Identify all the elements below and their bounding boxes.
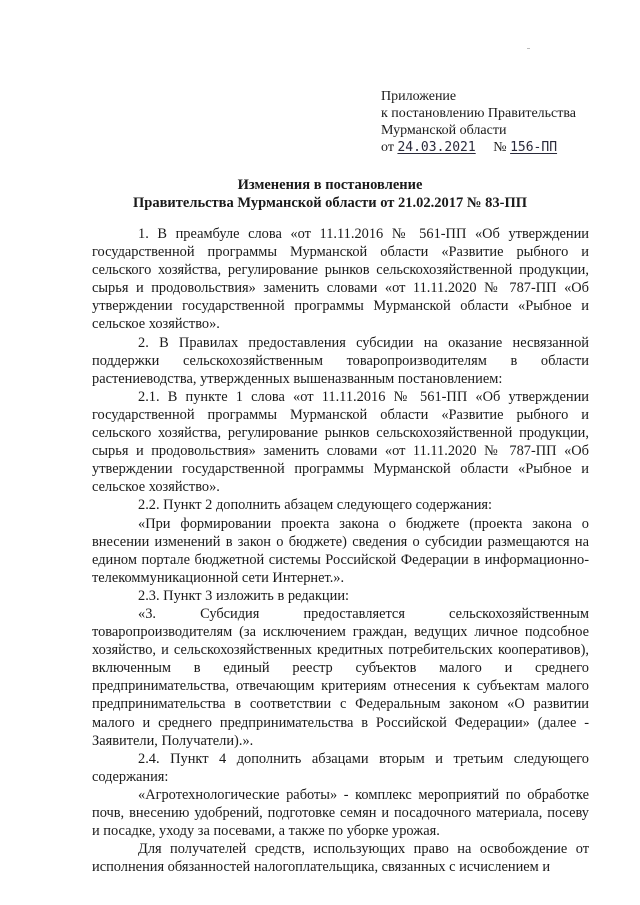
title-line-1: Изменения в постановление bbox=[237, 177, 423, 193]
appendix-date-line bbox=[381, 139, 576, 156]
number-prefix: № bbox=[493, 140, 507, 155]
appendix-region-line: Мурманской области bbox=[381, 123, 507, 138]
handwritten-date: 24.03.2021 bbox=[397, 140, 476, 155]
appendix-header bbox=[381, 88, 576, 156]
document-body bbox=[92, 225, 589, 876]
paragraph: 2.4. Пункт 4 дополнить абзацами вторым и третьим следующего содержания: bbox=[92, 750, 589, 785]
paragraph: 2.1. В пункте 1 слова «от 11.11.2016 № 561-ПП «Об утверждении государственной программы Мурманской области «Развитие рыбного и сельского хозяйства, регулирование рынков сельскохозяйственной продукции, сырья и продовольствия» заменить словами «от 11.11.2020 № 787-ПП «Об утверждении государственной программы Мурманской области «Рыбное и сельское хозяйство». bbox=[92, 388, 589, 496]
handwritten-number: 156-ПП bbox=[510, 140, 558, 155]
title-line-2: Правительства Мурманской области от 21.02.2017 № 83-ПП bbox=[132, 195, 528, 211]
paragraph: 2.2. Пункт 2 дополнить абзацем следующего содержания: bbox=[138, 497, 493, 514]
appendix-label: Приложение bbox=[381, 89, 457, 104]
paragraph: «Агротехнологические работы» - комплекс мероприятий по обработке почв, внесению удобрений, подготовке семян и посадочного материала, посеву и посадке, уходу за посевами, а также по уборке урожая. bbox=[92, 786, 589, 840]
appendix-resolution-line: к постановлению Правительства bbox=[381, 106, 577, 121]
paragraph: 2.3. Пункт 3 изложить в редакции: bbox=[138, 587, 350, 604]
paragraph: 2. В Правилах предоставления субсидии на оказание несвязанной поддержки сельскохозяйственным товаропроизводителям в области растениеводства, утвержденных вышеназванным постановлением: bbox=[92, 334, 589, 387]
paragraph: Для получателей средств, использующих право на освобождение от исполнения обязанностей налогоплательщика, связанных с исчислением и bbox=[92, 841, 589, 876]
document-title bbox=[70, 176, 590, 212]
paragraph: «При формировании проекта закона о бюджете (проекта закона о внесении изменений в закон о бюджете) сведения о субсидии размещаются на едином портале бюджетной системы Российской Федерации в информационно-телекоммуникационной сети Интернет.». bbox=[92, 515, 589, 586]
date-prefix: от bbox=[381, 140, 394, 155]
scan-speck bbox=[527, 48, 530, 49]
paragraph: «3. Субсидия предоставляется сельскохозяйственным товаропроизводителям (за исключением граждан, ведущих личное подсобное хозяйство, и сельскохозяйственных кредитных потребительских кооперативов), включенным в единый реестр субъектов малого и среднего предпринимательства, отвечающим критериям отнесения к субъектам малого предпринимательства в соответствии с Федеральным законом «О развитии малого и среднего предпринимательства в Российской Федерации» (далее - Заявители, Получатели).». bbox=[92, 605, 589, 749]
paragraph: 1. В преамбуле слова «от 11.11.2016 № 561-ПП «Об утверждении государственной программы Мурманской области «Развитие рыбного и сельского хозяйства, регулирование рынков сельскохозяйственной продукции, сырья и продовольствия» заменить словами «от 11.11.2020 № 787-ПП «Об утверждении государственной программы Мурманской области «Рыбное и сельское хозяйство». bbox=[92, 226, 589, 333]
